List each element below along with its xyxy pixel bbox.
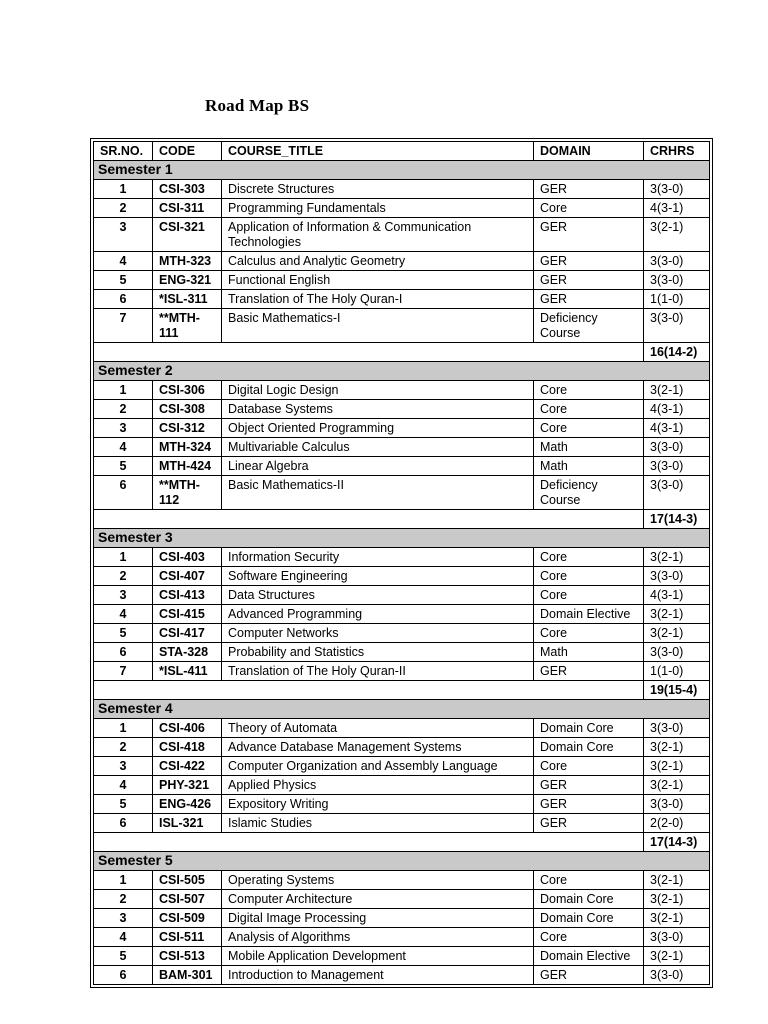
- table-row: [94, 795, 710, 814]
- domain-cell: Deficiency Course: [534, 309, 644, 343]
- crhrs-cell: 3(2-1): [644, 909, 710, 928]
- crhrs-cell: 3(2-1): [644, 871, 710, 890]
- table-row: [94, 662, 710, 681]
- code-cell: CSI-303: [153, 180, 222, 199]
- crhrs-cell: 3(3-0): [644, 966, 710, 985]
- course-title-cell: Digital Logic Design: [222, 381, 534, 400]
- sr-no-cell: 2: [94, 567, 153, 586]
- sr-no-cell: 6: [94, 966, 153, 985]
- crhrs-cell: 2(2-0): [644, 814, 710, 833]
- course-title-cell: Translation of The Holy Quran-I: [222, 290, 534, 309]
- course-title-cell: Basic Mathematics-I: [222, 309, 534, 343]
- domain-cell: Domain Elective: [534, 605, 644, 624]
- semester-label: Semester 4: [94, 700, 710, 719]
- roadmap-body: [94, 161, 710, 985]
- domain-cell: Domain Elective: [534, 947, 644, 966]
- domain-cell: Core: [534, 757, 644, 776]
- code-cell: MTH-424: [153, 457, 222, 476]
- code-cell: CSI-418: [153, 738, 222, 757]
- crhrs-cell: 3(2-1): [644, 738, 710, 757]
- domain-cell: Core: [534, 928, 644, 947]
- code-cell: *ISL-411: [153, 662, 222, 681]
- semester-header-row: [94, 161, 710, 180]
- sr-no-cell: 5: [94, 624, 153, 643]
- code-cell: CSI-415: [153, 605, 222, 624]
- domain-cell: Core: [534, 419, 644, 438]
- semester-label: Semester 2: [94, 362, 710, 381]
- code-cell: CSI-403: [153, 548, 222, 567]
- header-code: CODE: [153, 142, 222, 161]
- course-title-cell: Software Engineering: [222, 567, 534, 586]
- course-title-cell: Operating Systems: [222, 871, 534, 890]
- domain-cell: Math: [534, 438, 644, 457]
- semester-total-row: [94, 510, 710, 529]
- table-row: [94, 476, 710, 510]
- course-title-cell: Islamic Studies: [222, 814, 534, 833]
- code-cell: ENG-426: [153, 795, 222, 814]
- code-cell: CSI-406: [153, 719, 222, 738]
- crhrs-cell: 4(3-1): [644, 199, 710, 218]
- code-cell: ENG-321: [153, 271, 222, 290]
- code-cell: CSI-308: [153, 400, 222, 419]
- course-title-cell: Advance Database Management Systems: [222, 738, 534, 757]
- course-title-cell: Calculus and Analytic Geometry: [222, 252, 534, 271]
- crhrs-cell: 3(2-1): [644, 624, 710, 643]
- crhrs-cell: 3(2-1): [644, 757, 710, 776]
- sr-no-cell: 6: [94, 643, 153, 662]
- domain-cell: Core: [534, 400, 644, 419]
- domain-cell: GER: [534, 271, 644, 290]
- code-cell: CSI-513: [153, 947, 222, 966]
- domain-cell: Core: [534, 624, 644, 643]
- table-row: [94, 180, 710, 199]
- roadmap-table: [93, 141, 710, 985]
- domain-cell: Deficiency Course: [534, 476, 644, 510]
- code-cell: BAM-301: [153, 966, 222, 985]
- sr-no-cell: 1: [94, 180, 153, 199]
- code-cell: *ISL-311: [153, 290, 222, 309]
- table-row: [94, 871, 710, 890]
- domain-cell: Math: [534, 643, 644, 662]
- sr-no-cell: 6: [94, 814, 153, 833]
- course-title-cell: Database Systems: [222, 400, 534, 419]
- sr-no-cell: 1: [94, 381, 153, 400]
- crhrs-cell: 3(3-0): [644, 271, 710, 290]
- sr-no-cell: 2: [94, 400, 153, 419]
- course-title-cell: Mobile Application Development: [222, 947, 534, 966]
- course-title-cell: Multivariable Calculus: [222, 438, 534, 457]
- code-cell: CSI-312: [153, 419, 222, 438]
- crhrs-cell: 3(2-1): [644, 218, 710, 252]
- domain-cell: GER: [534, 776, 644, 795]
- code-cell: CSI-509: [153, 909, 222, 928]
- domain-cell: GER: [534, 252, 644, 271]
- code-cell: CSI-407: [153, 567, 222, 586]
- domain-cell: Core: [534, 381, 644, 400]
- table-row: [94, 290, 710, 309]
- table-row: [94, 719, 710, 738]
- course-title-cell: Digital Image Processing: [222, 909, 534, 928]
- semester-header-row: [94, 529, 710, 548]
- code-cell: CSI-505: [153, 871, 222, 890]
- sr-no-cell: 1: [94, 719, 153, 738]
- domain-cell: GER: [534, 662, 644, 681]
- crhrs-cell: 3(3-0): [644, 567, 710, 586]
- domain-cell: GER: [534, 966, 644, 985]
- domain-cell: GER: [534, 814, 644, 833]
- table-row: [94, 738, 710, 757]
- code-cell: CSI-511: [153, 928, 222, 947]
- sr-no-cell: 3: [94, 757, 153, 776]
- course-title-cell: Functional English: [222, 271, 534, 290]
- table-row: [94, 890, 710, 909]
- sr-no-cell: 2: [94, 199, 153, 218]
- crhrs-cell: 4(3-1): [644, 586, 710, 605]
- crhrs-cell: 3(2-1): [644, 890, 710, 909]
- sr-no-cell: 5: [94, 795, 153, 814]
- table-row: [94, 586, 710, 605]
- crhrs-cell: 4(3-1): [644, 400, 710, 419]
- code-cell: MTH-324: [153, 438, 222, 457]
- sr-no-cell: 2: [94, 738, 153, 757]
- semester-total-crhrs: 19(15-4): [644, 681, 710, 700]
- table-row: [94, 252, 710, 271]
- code-cell: **MTH-111: [153, 309, 222, 343]
- code-cell: CSI-422: [153, 757, 222, 776]
- table-row: [94, 928, 710, 947]
- table-row: [94, 567, 710, 586]
- domain-cell: GER: [534, 795, 644, 814]
- sr-no-cell: 7: [94, 662, 153, 681]
- table-row: [94, 381, 710, 400]
- total-spacer-cell: [94, 681, 644, 700]
- course-title-cell: Basic Mathematics-II: [222, 476, 534, 510]
- code-cell: MTH-323: [153, 252, 222, 271]
- crhrs-cell: 3(3-0): [644, 457, 710, 476]
- code-cell: STA-328: [153, 643, 222, 662]
- course-title-cell: Application of Information & Communication Technologies: [222, 218, 534, 252]
- crhrs-cell: 3(3-0): [644, 476, 710, 510]
- table-row: [94, 400, 710, 419]
- code-cell: CSI-507: [153, 890, 222, 909]
- domain-cell: GER: [534, 180, 644, 199]
- semester-total-crhrs: 17(14-3): [644, 510, 710, 529]
- sr-no-cell: 3: [94, 586, 153, 605]
- table-row: [94, 909, 710, 928]
- crhrs-cell: 3(3-0): [644, 309, 710, 343]
- table-row: [94, 814, 710, 833]
- semester-total-row: [94, 343, 710, 362]
- table-row: [94, 966, 710, 985]
- course-title-cell: Applied Physics: [222, 776, 534, 795]
- sr-no-cell: 3: [94, 909, 153, 928]
- semester-total-row: [94, 681, 710, 700]
- header-sr-no: SR.NO.: [94, 142, 153, 161]
- crhrs-cell: 3(3-0): [644, 438, 710, 457]
- header-crhrs: CRHRS: [644, 142, 710, 161]
- sr-no-cell: 7: [94, 309, 153, 343]
- semester-header-row: [94, 700, 710, 719]
- course-title-cell: Computer Networks: [222, 624, 534, 643]
- crhrs-cell: 3(2-1): [644, 548, 710, 567]
- course-title-cell: Computer Architecture: [222, 890, 534, 909]
- course-title-cell: Information Security: [222, 548, 534, 567]
- course-title-cell: Programming Fundamentals: [222, 199, 534, 218]
- sr-no-cell: 1: [94, 548, 153, 567]
- header-course-title: COURSE_TITLE: [222, 142, 534, 161]
- semester-label: Semester 5: [94, 852, 710, 871]
- course-title-cell: Discrete Structures: [222, 180, 534, 199]
- code-cell: **MTH-112: [153, 476, 222, 510]
- header-domain: DOMAIN: [534, 142, 644, 161]
- total-spacer-cell: [94, 343, 644, 362]
- sr-no-cell: 4: [94, 438, 153, 457]
- domain-cell: Domain Core: [534, 738, 644, 757]
- crhrs-cell: 3(2-1): [644, 381, 710, 400]
- roadmap-table-frame: [90, 138, 713, 988]
- table-row: [94, 438, 710, 457]
- table-row: [94, 624, 710, 643]
- table-row: [94, 757, 710, 776]
- crhrs-cell: 3(3-0): [644, 643, 710, 662]
- sr-no-cell: 4: [94, 928, 153, 947]
- course-title-cell: Theory of Automata: [222, 719, 534, 738]
- table-row: [94, 776, 710, 795]
- document-title: Road Map BS: [205, 96, 310, 115]
- semester-header-row: [94, 852, 710, 871]
- crhrs-cell: 3(2-1): [644, 605, 710, 624]
- sr-no-cell: 6: [94, 476, 153, 510]
- semester-total-crhrs: 16(14-2): [644, 343, 710, 362]
- domain-cell: Core: [534, 548, 644, 567]
- sr-no-cell: 3: [94, 218, 153, 252]
- code-cell: CSI-321: [153, 218, 222, 252]
- crhrs-cell: 3(3-0): [644, 795, 710, 814]
- crhrs-cell: 3(3-0): [644, 180, 710, 199]
- domain-cell: GER: [534, 218, 644, 252]
- crhrs-cell: 3(3-0): [644, 928, 710, 947]
- crhrs-cell: 3(2-1): [644, 776, 710, 795]
- sr-no-cell: 5: [94, 457, 153, 476]
- table-row: [94, 643, 710, 662]
- course-title-cell: Computer Organization and Assembly Language: [222, 757, 534, 776]
- code-cell: PHY-321: [153, 776, 222, 795]
- domain-cell: Math: [534, 457, 644, 476]
- semester-header-row: [94, 362, 710, 381]
- table-row: [94, 548, 710, 567]
- total-spacer-cell: [94, 510, 644, 529]
- course-title-cell: Linear Algebra: [222, 457, 534, 476]
- course-title-cell: Expository Writing: [222, 795, 534, 814]
- domain-cell: GER: [534, 290, 644, 309]
- course-title-cell: Data Structures: [222, 586, 534, 605]
- code-cell: CSI-311: [153, 199, 222, 218]
- domain-cell: Core: [534, 567, 644, 586]
- sr-no-cell: 5: [94, 947, 153, 966]
- table-row: [94, 218, 710, 252]
- sr-no-cell: 6: [94, 290, 153, 309]
- course-title-cell: Object Oriented Programming: [222, 419, 534, 438]
- course-title-cell: Advanced Programming: [222, 605, 534, 624]
- semester-label: Semester 3: [94, 529, 710, 548]
- domain-cell: Domain Core: [534, 719, 644, 738]
- domain-cell: Core: [534, 871, 644, 890]
- sr-no-cell: 5: [94, 271, 153, 290]
- crhrs-cell: 3(3-0): [644, 719, 710, 738]
- sr-no-cell: 1: [94, 871, 153, 890]
- semester-label: Semester 1: [94, 161, 710, 180]
- table-row: [94, 419, 710, 438]
- course-title-cell: Translation of The Holy Quran-II: [222, 662, 534, 681]
- sr-no-cell: 2: [94, 890, 153, 909]
- table-row: [94, 309, 710, 343]
- table-row: [94, 605, 710, 624]
- code-cell: CSI-306: [153, 381, 222, 400]
- course-title-cell: Analysis of Algorithms: [222, 928, 534, 947]
- code-cell: ISL-321: [153, 814, 222, 833]
- sr-no-cell: 3: [94, 419, 153, 438]
- table-row: [94, 199, 710, 218]
- code-cell: CSI-417: [153, 624, 222, 643]
- table-row: [94, 271, 710, 290]
- crhrs-cell: 1(1-0): [644, 662, 710, 681]
- sr-no-cell: 4: [94, 605, 153, 624]
- table-row: [94, 947, 710, 966]
- table-row: [94, 457, 710, 476]
- domain-cell: Domain Core: [534, 909, 644, 928]
- crhrs-cell: 3(3-0): [644, 252, 710, 271]
- domain-cell: Core: [534, 586, 644, 605]
- code-cell: CSI-413: [153, 586, 222, 605]
- header-row: [94, 142, 710, 161]
- crhrs-cell: 1(1-0): [644, 290, 710, 309]
- course-title-cell: Probability and Statistics: [222, 643, 534, 662]
- crhrs-cell: 4(3-1): [644, 419, 710, 438]
- sr-no-cell: 4: [94, 252, 153, 271]
- crhrs-cell: 3(2-1): [644, 947, 710, 966]
- course-title-cell: Introduction to Management: [222, 966, 534, 985]
- semester-total-crhrs: 17(14-3): [644, 833, 710, 852]
- total-spacer-cell: [94, 833, 644, 852]
- domain-cell: Core: [534, 199, 644, 218]
- domain-cell: Domain Core: [534, 890, 644, 909]
- sr-no-cell: 4: [94, 776, 153, 795]
- semester-total-row: [94, 833, 710, 852]
